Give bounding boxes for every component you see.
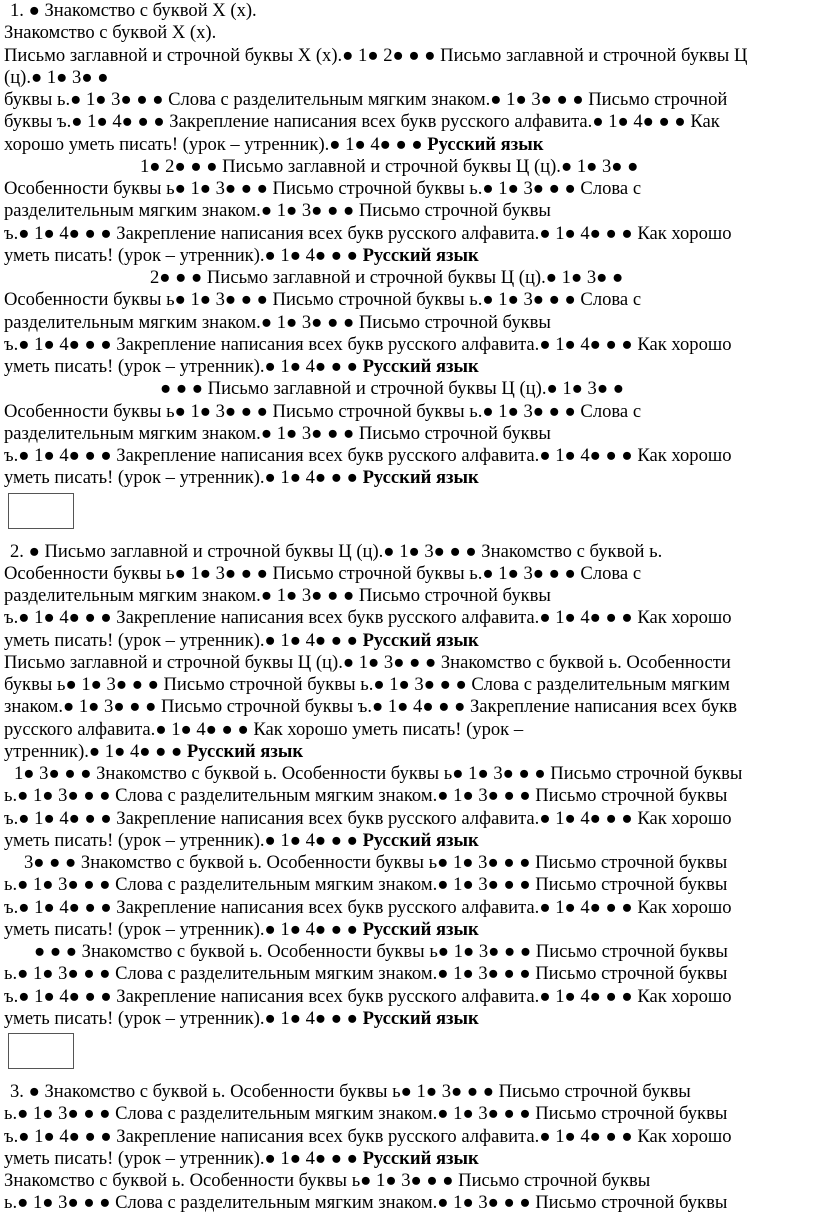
text-line: ъ.● 1● 4● ● ● Закрепление написания всех букв русского алфавита.● 1● 4● ● ● Как хорошо <box>4 222 732 244</box>
text-line: ъ.● 1● 4● ● ● Закрепление написания всех букв русского алфавита.● 1● 4● ● ● Как хорошо <box>4 985 732 1007</box>
text-line: 1● 3● ● ● Знакомство с буквой ь. Особенности буквы ь● 1● 3● ● ● Письмо строчной буквы <box>14 763 743 784</box>
text-line: знаком.● 1● 3● ● ● Письмо строчной буквы ъ.● 1● 4● ● ● Закрепление написания всех букв <box>4 696 738 718</box>
bold-heading-text: Русский язык <box>362 629 479 651</box>
text-line: Особенности буквы ь● 1● 3● ● ● Письмо строчной буквы ь.● 1● 3● ● ● Слова с <box>4 400 642 422</box>
text-line: Письмо заглавной и строчной буквы Ц (ц).● 1● 3● ● ● Знакомство с буквой ь. Особенности <box>4 651 731 673</box>
text-line: ъ.● 1● 4● ● ● Закрепление написания всех букв русского алфавита.● 1● 4● ● ● Как хорошо <box>4 1125 732 1147</box>
text-line: 2. ● Письмо заглавной и строчной буквы Ц (ц).● 1● 3● ● ● Знакомство с буквой ь. <box>10 540 663 562</box>
bold-heading-text: Русский язык <box>362 244 479 266</box>
text-line: ъ.● 1● 4● ● ● Закрепление написания всех букв русского алфавита.● 1● 4● ● ● Как хорошо <box>4 896 732 918</box>
text-line: 3. ● Знакомство с буквой ь. Особенности буквы ь● 1● 3● ● ● Письмо строчной буквы <box>10 1081 691 1102</box>
text-line: утренник).● 1● 4● ● ● Русский язык <box>4 740 304 762</box>
text-line: уметь писать! (урок – утренник).● 1● 4● ● ● Русский язык <box>4 829 479 851</box>
text-line: Особенности буквы ь● 1● 3● ● ● Письмо строчной буквы ь.● 1● 3● ● ● Слова с <box>4 289 642 311</box>
bold-heading-text: Русский язык <box>427 133 544 155</box>
text-line: Письмо заглавной и строчной буквы Х (х).● 1● 2● ● ● Письмо заглавной и строчной буквы Ц <box>4 44 748 66</box>
text-line: (ц).● 1● 3● ● <box>4 66 109 88</box>
text-line: ь.● 1● 3● ● ● Слова с разделительным мягким знаком.● 1● 3● ● ● Письмо строчной буквы <box>4 1103 728 1125</box>
text-line: уметь писать! (урок – утренник).● 1● 4● ● ● Русский язык <box>4 244 479 266</box>
spacer <box>4 533 810 541</box>
text-line: ь.● 1● 3● ● ● Слова с разделительным мягким знаком.● 1● 3● ● ● Письмо строчной буквы <box>4 963 728 985</box>
text-line: ъ.● 1● 4● ● ● Закрепление написания всех букв русского алфавита.● 1● 4● ● ● Как хорошо <box>4 607 732 629</box>
text-line: ● ● ● Знакомство с буквой ь. Особенности буквы ь● 1● 3● ● ● Письмо строчной буквы <box>34 941 728 962</box>
text-line: уметь писать! (урок – утренник).● 1● 4● ● ● Русский язык <box>4 1007 479 1029</box>
bold-heading-text: Русский язык <box>362 467 479 489</box>
text-line: разделительным мягким знаком.● 1● 3● ● ● Письмо строчной буквы <box>4 200 551 222</box>
bold-heading-text: Русский язык <box>362 356 479 377</box>
bold-heading-text: Русский язык <box>362 918 479 940</box>
text-line: уметь писать! (урок – утренник).● 1● 4● ● ● Русский язык <box>4 1147 479 1169</box>
text-line: уметь писать! (урок – утренник).● 1● 4● ● ● Русский язык <box>4 356 479 377</box>
text-line: буквы ь.● 1● 3● ● ● Слова с разделительным мягким знаком.● 1● 3● ● ● Письмо строчной <box>4 89 728 110</box>
text-line: буквы ь● 1● 3● ● ● Письмо строчной буквы ь.● 1● 3● ● ● Слова с разделительным мягким <box>4 674 730 695</box>
text-line: ъ.● 1● 4● ● ● Закрепление написания всех букв русского алфавита.● 1● 4● ● ● Как хорошо <box>4 445 732 466</box>
bold-heading-text: Русский язык <box>362 1007 479 1029</box>
text-line: 2● ● ● Письмо заглавной и строчной буквы Ц (ц).● 1● 3● ● <box>150 267 624 288</box>
text-line: Особенности буквы ь● 1● 3● ● ● Письмо строчной буквы ь.● 1● 3● ● ● Слова с <box>4 562 642 584</box>
text-line: уметь писать! (урок – утренник).● 1● 4● ● ● Русский язык <box>4 918 479 940</box>
text-line: ● ● ● Письмо заглавной и строчной буквы Ц (ц).● 1● 3● ● <box>160 378 624 400</box>
text-line: Знакомство с буквой ь. Особенности буквы ь● 1● 3● ● ● Письмо строчной буквы <box>4 1170 651 1191</box>
text-line: уметь писать! (урок – утренник).● 1● 4● ● ● Русский язык <box>4 629 479 651</box>
text-line: 1● 2● ● ● Письмо заглавной и строчной буквы Ц (ц).● 1● 3● ● <box>140 155 639 177</box>
spacer <box>4 1073 810 1081</box>
text-line: буквы ъ.● 1● 4● ● ● Закрепление написания всех букв русского алфавита.● 1● 4● ● ● Как <box>4 111 720 133</box>
text-line: Знакомство с буквой Х (х). <box>4 22 217 44</box>
text-line: ь.● 1● 3● ● ● Слова с разделительным мягким знаком.● 1● 3● ● ● Письмо строчной буквы <box>4 874 728 896</box>
text-line: Особенности буквы ь● 1● 3● ● ● Письмо строчной буквы ь.● 1● 3● ● ● Слова с <box>4 178 642 199</box>
bold-heading-text: Русский язык <box>362 829 479 851</box>
text-line: русского алфавита.● 1● 4● ● ● Как хорошо уметь писать! (урок – <box>4 718 524 740</box>
text-line: разделительным мягким знаком.● 1● 3● ● ● Письмо строчной буквы <box>4 585 551 606</box>
text-line: разделительным мягким знаком.● 1● 3● ● ● Письмо строчной буквы <box>4 422 551 444</box>
bold-heading-text: Русский язык <box>362 1147 479 1169</box>
text-line: хорошо уметь писать! (урок – утренник).● 1● 4● ● ● Русский язык <box>4 133 544 155</box>
bold-heading-text: Русский язык <box>186 740 304 762</box>
text-line: разделительным мягким знаком.● 1● 3● ● ● Письмо строчной буквы <box>4 311 551 333</box>
text-line: ь.● 1● 3● ● ● Слова с разделительным мягким знаком.● 1● 3● ● ● Письмо строчной буквы <box>4 1192 728 1214</box>
text-line: ъ.● 1● 4● ● ● Закрепление написания всех букв русского алфавита.● 1● 4● ● ● Как хорошо <box>4 807 732 829</box>
empty-box <box>8 493 74 529</box>
text-line: 3● ● ● Знакомство с буквой ь. Особенности буквы ь● 1● 3● ● ● Письмо строчной буквы <box>24 852 728 873</box>
text-line: ъ.● 1● 4● ● ● Закрепление написания всех букв русского алфавита.● 1● 4● ● ● Как хорошо <box>4 333 732 355</box>
text-line: 1. ● Знакомство с буквой Х (х). <box>10 0 257 21</box>
text-line: ь.● 1● 3● ● ● Слова с разделительным мягким знаком.● 1● 3● ● ● Письмо строчной буквы <box>4 785 728 807</box>
text-line: уметь писать! (урок – утренник).● 1● 4● ● ● Русский язык <box>4 467 479 489</box>
empty-box <box>8 1033 74 1069</box>
